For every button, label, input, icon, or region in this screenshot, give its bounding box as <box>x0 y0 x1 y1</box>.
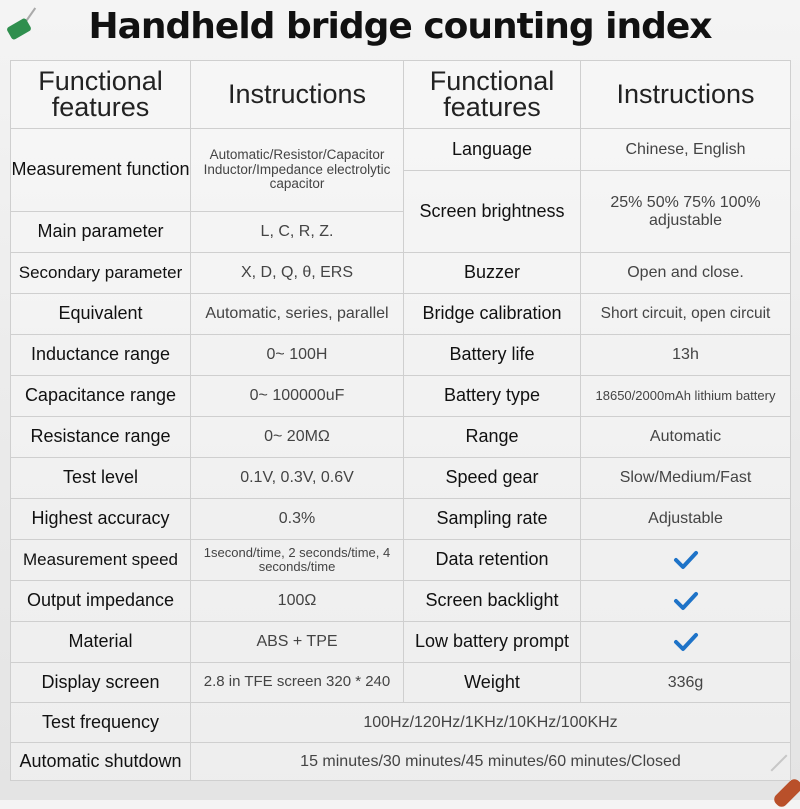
value-inductance-range: 0~ 100H <box>191 335 404 376</box>
label-secondary-parameter: Secondary parameter <box>11 253 191 294</box>
value-bridge-calibration: Short circuit, open circuit <box>581 294 791 335</box>
value-battery-life: 13h <box>581 335 791 376</box>
value-main-parameter: L, C, R, Z. <box>191 212 404 253</box>
header-instructions-left: Instructions <box>191 61 404 129</box>
value-range: Automatic <box>581 417 791 458</box>
label-capacitance-range: Capacitance range <box>11 376 191 417</box>
value-test-level: 0.1V, 0.3V, 0.6V <box>191 458 404 499</box>
page-title: Handheld bridge counting index <box>88 6 712 47</box>
label-measurement-function: Measurement function <box>11 129 191 212</box>
value-measurement-function: Automatic/Resistor/Capacitor Inductor/Impedance electrolytic capacitor <box>191 129 404 212</box>
value-test-frequency: 100Hz/120Hz/1KHz/10KHz/100KHz <box>191 703 791 743</box>
label-range: Range <box>404 417 581 458</box>
header-features-right: Functional features <box>404 61 581 129</box>
value-screen-brightness: 25% 50% 75% 100% adjustable <box>581 171 791 253</box>
value-sampling-rate: Adjustable <box>581 499 791 540</box>
label-main-parameter: Main parameter <box>11 212 191 253</box>
label-equivalent: Equivalent <box>11 294 191 335</box>
label-screen-backlight: Screen backlight <box>404 581 581 622</box>
label-material: Material <box>11 622 191 663</box>
label-test-frequency: Test frequency <box>11 703 191 743</box>
value-equivalent: Automatic, series, parallel <box>191 294 404 335</box>
value-highest-accuracy: 0.3% <box>191 499 404 540</box>
value-speed-gear: Slow/Medium/Fast <box>581 458 791 499</box>
label-data-retention: Data retention <box>404 540 581 581</box>
label-resistance-range: Resistance range <box>11 417 191 458</box>
value-display-screen: 2.8 in TFE screen 320 * 240 <box>191 663 404 703</box>
value-material: ABS + TPE <box>191 622 404 663</box>
value-resistance-range: 0~ 20MΩ <box>191 417 404 458</box>
value-capacitance-range: 0~ 100000uF <box>191 376 404 417</box>
label-battery-type: Battery type <box>404 376 581 417</box>
label-sampling-rate: Sampling rate <box>404 499 581 540</box>
label-buzzer: Buzzer <box>404 253 581 294</box>
value-automatic-shutdown: 15 minutes/30 minutes/45 minutes/60 minutes/Closed <box>191 743 791 781</box>
header-features-left: Functional features <box>11 61 191 129</box>
value-weight: 336g <box>581 663 791 703</box>
label-low-battery-prompt: Low battery prompt <box>404 622 581 663</box>
check-icon <box>673 590 699 612</box>
label-inductance-range: Inductance range <box>11 335 191 376</box>
value-buzzer: Open and close. <box>581 253 791 294</box>
value-screen-backlight <box>581 581 791 622</box>
check-icon <box>673 631 699 653</box>
label-screen-brightness: Screen brightness <box>404 171 581 253</box>
value-data-retention <box>581 540 791 581</box>
value-battery-type: 18650/2000mAh lithium battery <box>581 376 791 417</box>
value-low-battery-prompt <box>581 622 791 663</box>
label-measurement-speed: Measurement speed <box>11 540 191 581</box>
value-language: Chinese, English <box>581 129 791 171</box>
value-measurement-speed: 1second/time, 2 seconds/time, 4 seconds/time <box>191 540 404 581</box>
label-battery-life: Battery life <box>404 335 581 376</box>
label-speed-gear: Speed gear <box>404 458 581 499</box>
label-language: Language <box>404 129 581 171</box>
label-automatic-shutdown: Automatic shutdown <box>11 743 191 781</box>
header-instructions-right: Instructions <box>581 61 791 129</box>
label-highest-accuracy: Highest accuracy <box>11 499 191 540</box>
value-secondary-parameter: X, D, Q, θ, ERS <box>191 253 404 294</box>
spec-table <box>10 60 791 781</box>
value-output-impedance: 100Ω <box>191 581 404 622</box>
check-icon <box>673 549 699 571</box>
resistor-decoration <box>772 777 800 809</box>
label-test-level: Test level <box>11 458 191 499</box>
label-output-impedance: Output impedance <box>11 581 191 622</box>
label-bridge-calibration: Bridge calibration <box>404 294 581 335</box>
label-display-screen: Display screen <box>11 663 191 703</box>
label-weight: Weight <box>404 663 581 703</box>
